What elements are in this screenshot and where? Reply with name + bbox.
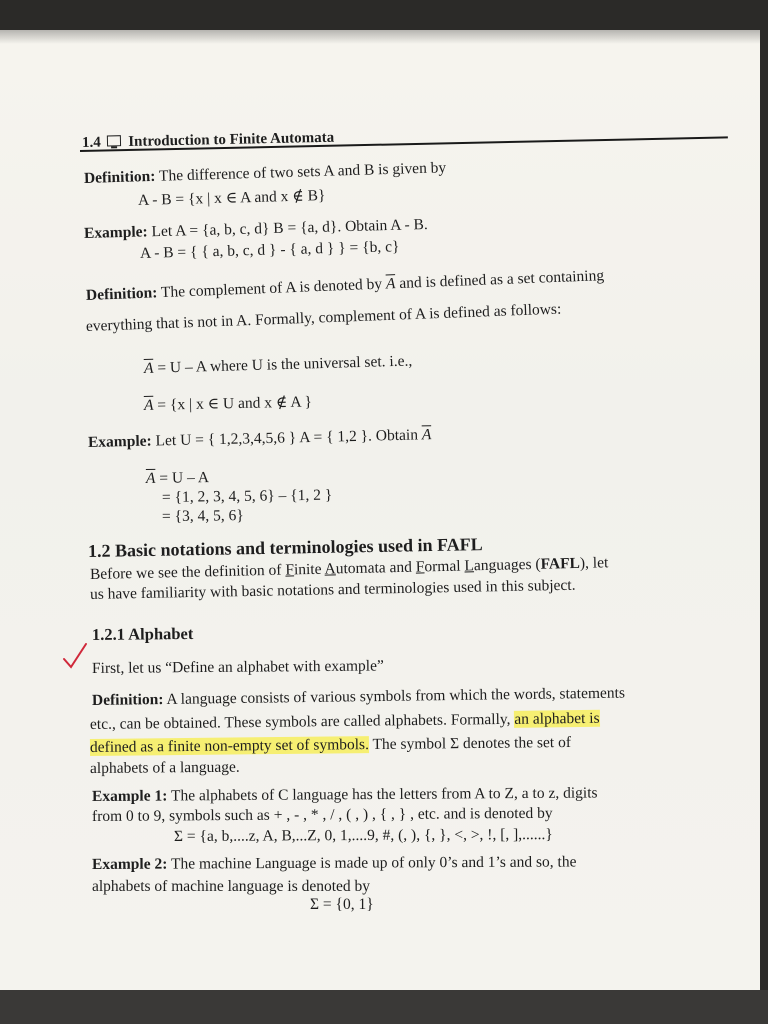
ex2-label: Example: [87,432,152,451]
section-title: Introduction to Finite Automata [128,129,335,151]
section-1-2-title: 1.2 Basic notations and terminologies used in FAFL [87,534,483,561]
def3-text: A language consists of various symbols from which the words, statements [166,684,626,708]
a-complement-symbol: $\overline{A}$ [145,469,156,487]
ex4-text: The machine Language is made up of only 0’s and 1’s and so, the [170,853,577,873]
scan-background [0,990,768,1024]
ex2-row1 [146,469,209,488]
def2-text1: The complement of A is denoted by [160,275,383,302]
underlined-letter: A [324,560,336,578]
def1-formula: A - B = {x | x ∈ A and x ∉ B} [137,187,326,209]
def2-line2: everything that is not in A. Formally, complement of A is defined as follows: [85,300,562,335]
def2-formula1-rest: = U – A where U is the universal set. i.e., [157,352,413,377]
def2-label: Definition: [85,284,158,304]
def1-line [84,159,447,188]
def1-label: Definition: [83,167,156,187]
sec12-text: utomata and [335,558,416,578]
ex1-formula: A - B = { { a, b, c, d } - { a, d } } = {b, c} [139,238,400,262]
ex4-line2: alphabets of machine language is denoted by [92,878,371,895]
sec12-para-line2: us have familiarity with basic notations and terminologies used in this subject. [89,576,576,603]
highlighted-text: an alphabet is [514,709,600,728]
underlined-letter: L [464,557,475,575]
ex4-line1 [92,853,577,874]
underlined-letter: F [285,561,295,579]
a-complement-symbol: $\overline{A}$ [421,426,432,444]
def1-text: The difference of two sets A and B is given by [158,159,447,185]
sec12-text: Before we see the definition of [89,561,286,583]
ex2-row2: = {1, 2, 3, 4, 5, 6} – {1, 2 } [161,486,333,506]
ex2-row1-rest: = U – A [159,469,210,487]
a-complement-symbol: $\overline{A}$ [143,359,154,377]
ex2-row3: = {3, 4, 5, 6} [161,507,244,525]
a-complement-symbol: $\overline{A}$ [385,275,396,293]
underlined-letter: F [415,558,425,576]
ex3-text: The alphabets of C language has the letters from A to Z, a to z, digits [170,784,598,805]
ex2-line [88,426,432,452]
def3-line1 [92,685,625,710]
sec12-text: ), let [579,554,609,572]
section-number: 1.4 [81,134,101,151]
scanned-page [0,30,760,990]
def2-formula1 [144,353,413,378]
sec12-text: inite [293,560,325,579]
def3-label: Definition: [91,691,164,709]
def3-line4: alphabets of a language. [89,758,240,777]
red-check-mark-icon [62,642,88,672]
ex4-line3: Σ = {0, 1} [310,896,374,913]
def2-line1 [86,267,605,305]
def2-text2: and is defined as a set containing [398,267,605,292]
monitor-icon [106,135,120,146]
section-1-2-1-title: 1.2.1 Alphabet [91,623,194,644]
ex2-text: Let U = { 1,2,3,4,5,6 } A = { 1,2 }. Obtain [155,426,419,450]
ex3-label: Example 1: [91,787,168,805]
ex3-line2: from 0 to 9, symbols such as + , - , * , / , ( , ) , { , } , etc. and is denoted by [91,804,553,825]
ex1-text: Let A = {a, b, c, d} B = {a, d}. Obtain A - B. [151,216,428,241]
def3-line2 [90,710,600,734]
sec12-text: anguages ( [473,555,541,575]
def3-line3 [90,734,571,757]
highlighted-text: defined as a finite non-empty set of symbols. [89,736,370,756]
def2-formula2 [144,393,312,415]
ex3-line3: Σ = {a, b,....z, A, B,...Z, 0, 1,....9, #, (, ), {, }, <, >, !, [, ],......} [173,826,553,845]
sec121-intro: First, let us “Define an alphabet with example” [91,657,384,677]
a-complement-symbol: $\overline{A}$ [143,396,154,414]
ex4-label: Example 2: [91,855,168,873]
sec12-text: ormal [424,557,465,576]
ex3-line1 [92,784,598,806]
fafl-acronym: FAFL [540,554,581,573]
ex1-label: Example: [83,223,148,242]
def3-text: The symbol Σ denotes the set of [368,733,572,754]
def3-text: etc., can be obtained. These symbols are called alphabets. Formally, [89,710,515,733]
def2-formula2-rest: = {x | x ∈ U and x ∉ A } [157,393,313,414]
